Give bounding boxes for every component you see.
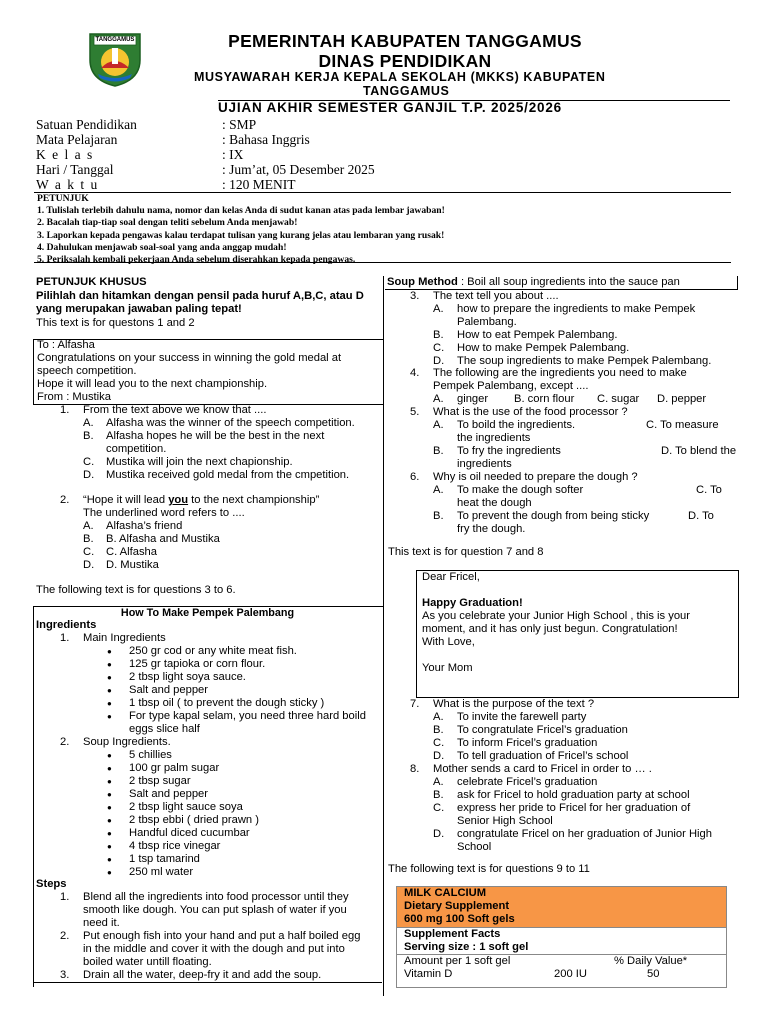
- header-mkks-2: TANGGAMUS: [363, 84, 450, 98]
- option-text: Alfasha’s friend: [106, 520, 183, 532]
- ingredient-item: ● Salt and pepper: [129, 788, 382, 801]
- option-text: B. Alfasha and Mustika: [106, 533, 220, 545]
- text-intro: This text is for questons 1 and 2: [36, 317, 195, 329]
- ingredient-item: ● 250 gr cod or any white meat fish.: [129, 645, 382, 658]
- option-text: B. corn flour: [514, 393, 575, 405]
- option-text: competition.: [106, 443, 167, 455]
- ingredient-item: ● 2 tbsp sugar: [129, 775, 382, 788]
- amount-label: Amount per 1 soft gel: [404, 955, 511, 967]
- question-text-2: Pempek Palembang, except ....: [433, 380, 589, 392]
- question-number: 4.: [410, 367, 420, 379]
- product-name: MILK CALCIUM: [404, 887, 487, 899]
- special-instructions-line1: Pilihlah dan hitamkan dengan pensil pada huruf A,B,C, atau D: [36, 290, 364, 302]
- steps-list: [60, 891, 382, 982]
- option-letter: B.: [83, 533, 94, 545]
- option-text: C. Alfasha: [106, 546, 157, 558]
- nutrient-dv: 50: [647, 968, 660, 980]
- text-intro: The following text is for questions 3 to 6.: [36, 584, 236, 596]
- question-5: [410, 406, 740, 471]
- option-letter: C.: [433, 737, 445, 749]
- ingredient-item: ● 125 gr tapioka or corn flour.: [129, 658, 382, 671]
- option-text: How to eat Pempek Palembang.: [457, 329, 618, 341]
- question-number: 1.: [60, 404, 70, 416]
- info-value: : IX: [222, 147, 244, 162]
- milk-header: [397, 887, 726, 927]
- card-line: speech competition.: [37, 365, 137, 377]
- option-letter: D.: [83, 469, 95, 481]
- question-3: [410, 290, 740, 368]
- instruction-item: 3. Laporkan kepada pengawas kalau terdapat tulisan yang kurang jelas atau lembaran yang rusak!: [37, 229, 445, 241]
- option-text: School: [457, 841, 492, 853]
- congratulation-card: [33, 339, 383, 405]
- logo-label: TANGGAMUS: [95, 37, 135, 43]
- option-text: ask for Fricel to hold graduation party at school: [457, 789, 690, 801]
- question-number: 5.: [410, 406, 420, 418]
- instruction-item: 5. Periksalah kembali pekerjaan Anda sebelum diserahkan kepada pengawas.: [37, 254, 356, 266]
- main-ingredients-label: Main Ingredients: [83, 632, 166, 644]
- question-text: Why is oil needed to prepare the dough ?: [433, 471, 638, 483]
- option-text: To inform Fricel’s graduation: [457, 737, 598, 749]
- card-line: To : Alfasha: [37, 339, 95, 351]
- step-number: 2.: [60, 930, 70, 942]
- option-letter: C.: [83, 456, 95, 468]
- ingredient-item: ● 1 tbsp oil ( to prevent the dough sticky ): [129, 697, 382, 710]
- nutrient-amount: 200 IU: [554, 968, 587, 980]
- ingredient-item: ● 2 tbsp ebbi ( dried prawn ): [129, 814, 382, 827]
- option-letter: C.: [433, 342, 445, 354]
- info-label: K e l a s: [36, 147, 94, 162]
- question-text: The following are the ingredients you need to make: [433, 367, 687, 379]
- option-letter: A.: [433, 484, 444, 496]
- option-letter: A.: [433, 419, 444, 431]
- question-number: 3.: [410, 290, 420, 302]
- recipe-box-bottom: [33, 982, 382, 983]
- option-letter: A.: [433, 393, 444, 405]
- question-text: Mother sends a card to Fricel in order to … .: [433, 763, 652, 775]
- instruction-item: 4. Dahulukan menjawab soal-soal yang anda anggap mudah!: [37, 241, 287, 253]
- info-value: : SMP: [222, 117, 257, 132]
- option-text: heat the dough: [457, 497, 532, 509]
- option-text: C. To measure: [646, 419, 719, 431]
- underlined-word: you: [168, 494, 189, 506]
- option-text: Alfasha hopes he will be the best in the next: [106, 430, 325, 442]
- step-text: Blend all the ingredients into food processor until they: [83, 891, 349, 903]
- question-text: What is the use of the food processor ?: [433, 406, 628, 418]
- daily-value-label: % Daily Value*: [614, 955, 688, 967]
- column-divider: [383, 276, 384, 996]
- ingredient-item: ● 5 chillies: [129, 749, 382, 762]
- ingredient-item: ● 2 tbsp light soya sauce.: [129, 671, 382, 684]
- question-number: 8.: [410, 763, 420, 775]
- letter-greeting: Dear Fricel,: [422, 571, 480, 583]
- question-4: [410, 367, 740, 406]
- option-text: To fry the ingredients: [457, 445, 561, 457]
- option-text: express her pride to Fricel for her graduation of: [457, 802, 691, 814]
- header-government: PEMERINTAH KABUPATEN TANGGAMUS: [228, 31, 582, 51]
- option-text: the ingredients: [457, 432, 531, 444]
- option-text: How to make Pempek Palembang.: [457, 342, 630, 354]
- step-text: Put enough fish into your hand and put a half boiled egg: [83, 930, 361, 942]
- option-letter: B.: [433, 724, 444, 736]
- option-text: Mustika will join the next chapionship.: [106, 456, 293, 468]
- ingredient-item: ● Handful diced cucumbar: [129, 827, 382, 840]
- step-text: smooth like dough. You can put splash of water if you: [83, 904, 347, 916]
- ingredient-item: ● 250 ml water: [129, 866, 382, 879]
- option-letter: A.: [433, 303, 444, 315]
- ingredient-item: ● Salt and pepper: [129, 684, 382, 697]
- option-text: The soup ingredients to make Pempek Palembang.: [457, 355, 712, 367]
- option-letter: B.: [433, 329, 444, 341]
- steps-heading: Steps: [36, 878, 67, 890]
- option-text: To tell graduation of Fricel’s school: [457, 750, 629, 762]
- question-number: 2.: [60, 494, 70, 506]
- ingredient-item: ● 1 tsp tamarind: [129, 853, 382, 866]
- option-letter: C.: [433, 802, 445, 814]
- soup-ingredients-label: Soup Ingredients.: [83, 736, 171, 748]
- info-label: Hari / Tanggal: [36, 162, 114, 177]
- option-letter: D.: [433, 355, 445, 367]
- product-dose: 600 mg 100 Soft gels: [404, 913, 515, 925]
- recipe-title: How To Make Pempek Palembang: [120, 607, 295, 619]
- info-label: Satuan Pendidikan: [36, 117, 137, 132]
- option-letter: B.: [433, 789, 444, 801]
- option-text: D. To: [688, 510, 714, 522]
- option-text: how to prepare the ingredients to make Pempek: [457, 303, 696, 315]
- question-number: 6.: [410, 471, 420, 483]
- letter-box: [416, 570, 739, 698]
- main-ingredients: [60, 632, 382, 736]
- info-label: Mata Pelajaran: [36, 132, 118, 147]
- letter-line: moment, and it has only just begun. Congratulation!: [422, 623, 678, 635]
- text-intro: This text is for question 7 and 8: [388, 546, 544, 558]
- header-department: DINAS PENDIDIKAN: [318, 51, 492, 71]
- letter-line: As you celebrate your Junior High School , this is your: [422, 610, 691, 622]
- letter-signature: Your Mom: [422, 662, 473, 674]
- option-text: Senior High School: [457, 815, 553, 827]
- step-text: Drain all the water, deep-fry it and add the soup.: [83, 969, 322, 981]
- option-text: To make the dough softer: [457, 484, 584, 496]
- card-line: Congratulations on your success in winning the gold medal at: [37, 352, 342, 364]
- letter-line: With Love,: [422, 636, 475, 648]
- option-letter: B.: [433, 445, 444, 457]
- info-value: : 120 MENIT: [222, 177, 296, 192]
- ingredient-item: ● For type kapal selam, you need three hard boild: [129, 710, 382, 723]
- option-text: congratulate Fricel on her graduation of Junior High: [457, 828, 712, 840]
- option-text: To boild the ingredients.: [457, 419, 576, 431]
- option-text: To congratulate Fricel’s graduation: [457, 724, 628, 736]
- special-instructions-title: PETUNJUK KHUSUS: [36, 276, 147, 288]
- option-letter: A.: [433, 776, 444, 788]
- option-letter: D.: [433, 828, 445, 840]
- option-text: C. sugar: [597, 393, 640, 405]
- option-text: To invite the farewell party: [457, 711, 587, 723]
- option-text: ginger: [457, 393, 489, 405]
- option-letter: A.: [83, 417, 94, 429]
- letter-heading: Happy Graduation!: [422, 597, 523, 609]
- option-text: ingredients: [457, 458, 512, 470]
- info-value: : Jum’at, 05 Desember 2025: [222, 162, 375, 177]
- step-text: need it.: [83, 917, 120, 929]
- general-instructions: [37, 193, 737, 266]
- question-2: [60, 494, 382, 572]
- option-letter: C.: [83, 546, 95, 558]
- info-label: W a k t u: [36, 177, 99, 192]
- serving-size: Serving size : 1 soft gel: [404, 941, 529, 953]
- option-text: To prevent the dough from being sticky: [457, 510, 650, 522]
- text-intro: The following text is for questions 9 to 11: [388, 863, 590, 875]
- option-text: Mustika received gold medal from the cmpetition.: [106, 469, 350, 481]
- list-number: 1.: [60, 632, 70, 644]
- question-7: [410, 698, 740, 763]
- special-instructions-line2: yang merupakan jawaban paling tepat!: [36, 303, 242, 315]
- step-number: 1.: [60, 891, 70, 903]
- option-letter: D.: [433, 750, 445, 762]
- soup-ingredients: [60, 736, 382, 879]
- option-letter: A.: [83, 520, 94, 532]
- soup-method-text: : Boil all soup ingredients into the sauce pan: [457, 276, 680, 288]
- instructions-title: PETUNJUK: [37, 193, 89, 204]
- supplement-facts: Supplement Facts: [404, 928, 501, 940]
- ingredient-item: eggs slice half: [129, 723, 200, 735]
- option-text: D. pepper: [657, 393, 707, 405]
- option-text: Alfasha was the winner of the speech competition.: [106, 417, 355, 429]
- product-type: Dietary Supplement: [404, 900, 510, 912]
- question-text: From the text above we know that ....: [83, 404, 267, 416]
- question-text: “Hope it will lead you to the next championship”: [83, 494, 320, 506]
- option-text: D. Mustika: [106, 559, 159, 571]
- option-text: C. To: [696, 484, 722, 496]
- question-text-2: The underlined word refers to ....: [83, 507, 245, 519]
- question-number: 7.: [410, 698, 420, 710]
- ingredients-heading: Ingredients: [36, 619, 97, 631]
- instructions-rule: [34, 262, 731, 263]
- milk-calcium-label: [396, 886, 727, 988]
- header-mkks: MUSYAWARAH KERJA KEPALA SEKOLAH (MKKS) KABUPATEN: [194, 70, 606, 84]
- option-text: fry the dough.: [457, 523, 526, 535]
- instruction-item: 2. Bacalah tiap-tiap soal dengan teliti sebelum Anda menjawab!: [37, 217, 298, 229]
- question-text: What is the purpose of the text ?: [433, 698, 595, 710]
- question-text: The text tell you about ....: [433, 290, 559, 302]
- soup-method-box: [385, 276, 738, 290]
- card-line: From : Mustika: [37, 391, 111, 403]
- question-8: [410, 763, 740, 854]
- step-text: boiled water untill floating.: [83, 956, 212, 968]
- soup-method-label: Soup Method: [387, 276, 458, 288]
- ingredient-item: ● 100 gr palm sugar: [129, 762, 382, 775]
- school-logo: [86, 30, 144, 88]
- option-letter: B.: [433, 510, 444, 522]
- step-number: 3.: [60, 969, 70, 981]
- exam-title: UJIAN AKHIR SEMESTER GANJIL T.P. 2025/2026: [218, 100, 562, 115]
- option-text: D. To blend the: [661, 445, 737, 457]
- info-value: : Bahasa Inggris: [222, 132, 310, 147]
- option-text: celebrate Fricel’s graduation: [457, 776, 598, 788]
- nutrient-name: Vitamin D: [404, 968, 453, 980]
- question-6: [410, 471, 740, 536]
- step-text: in the middle and cover it with the dough and put into: [83, 943, 345, 955]
- option-letter: B.: [83, 430, 94, 442]
- instruction-item: 1. Tulislah terlebih dahulu nama, nomor dan kelas Anda di sudut kanan atas pada lembar jawaban!: [37, 205, 445, 217]
- card-line: Hope it will lead you to the next championship.: [37, 378, 268, 390]
- ingredient-item: ● 2 tbsp light sauce soya: [129, 801, 382, 814]
- list-number: 2.: [60, 736, 70, 748]
- option-letter: A.: [433, 711, 444, 723]
- ingredient-item: ● 4 tbsp rice vinegar: [129, 840, 382, 853]
- option-text: Palembang.: [457, 316, 517, 328]
- option-letter: D.: [83, 559, 95, 571]
- question-1: [60, 404, 382, 482]
